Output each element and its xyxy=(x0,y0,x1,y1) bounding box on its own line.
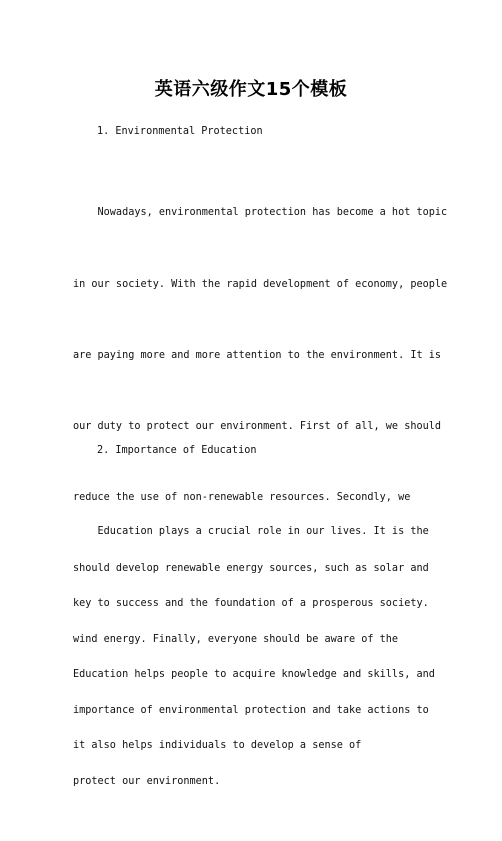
section-body-2 xyxy=(73,473,435,805)
paragraph-line: Education plays a crucial role in our lives. It is the xyxy=(73,526,429,538)
paragraph-line: in our society. With the rapid development of economy, people xyxy=(73,278,448,290)
paragraph-line: importance of environmental protection and take actions to xyxy=(73,705,429,717)
paragraph-line: are paying more and more attention to the environment. It is xyxy=(73,349,442,361)
paragraph-line: should develop renewable energy sources, such as solar and xyxy=(73,562,429,574)
paragraph-line: it also helps individuals to develop a sense of xyxy=(73,739,362,751)
paragraph-line: protect our environment. xyxy=(73,776,221,788)
document-title: 英语六级作文15个模板 xyxy=(154,79,348,100)
paragraph-line: key to success and the foundation of a prosperous society. xyxy=(73,597,429,609)
paragraph-line: reduce the use of non-renewable resources. Secondly, we xyxy=(73,491,411,503)
paragraph-line: wind energy. Finally, everyone should be aware of the xyxy=(73,634,399,646)
section-heading-1: 1. Environmental Protection xyxy=(97,126,263,137)
paragraph-line: our duty to protect our environment. First of all, we should xyxy=(73,420,442,432)
paragraph-line: Education helps people to acquire knowledge and skills, and xyxy=(73,668,435,680)
paragraph-line: Nowadays, environmental protection has become a hot topic xyxy=(73,207,448,219)
section-heading-2: 2. Importance of Education xyxy=(97,445,257,456)
